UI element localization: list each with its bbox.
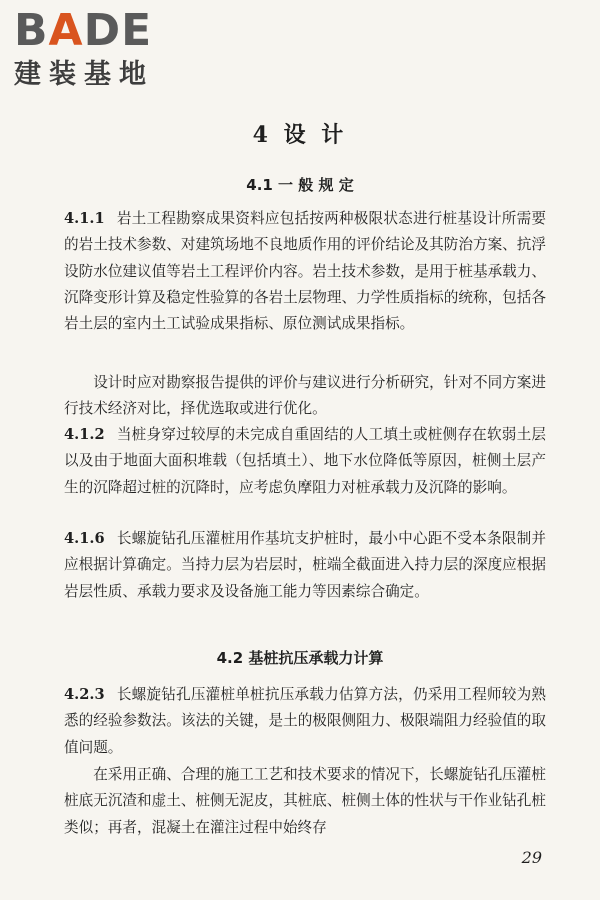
chapter-title: 4 设 计 <box>252 122 348 148</box>
clause-4-1-1 <box>64 206 546 337</box>
clause-number: 4.1.1 <box>64 210 105 227</box>
clause-text: 长螺旋钻孔压灌桩单桩抗压承载力估算方法，仍采用工程师较为熟悉的经验参数法。该法的关键，是土的极限侧阻力、极限端阻力经验值的取值问题。 <box>64 686 546 756</box>
clause-text: 当桩身穿过较厚的未完成自重固结的人工填土或桩侧存在软弱土层以及由于地面大面积堆载（包括填土）、地下水位降低等原因，桩侧土层产生的沉降超过桩的沉降时，应考虑负摩阻力对桩承载力及沉降的影响。 <box>64 426 546 496</box>
clause-text: 岩土工程勘察成果资料应包括按两种极限状态进行桩基设计所需要的岩土技术参数、对建筑场地不良地质作用的评价结论及其防治方案、抗浮设防水位建议值等岩土工程评价内容。岩土技术参数，是用于桩基承载力、沉降变形计算及稳定性验算的各岩土层物理、力学性质指标的统称，包括各岩土层的室内土工试验成果指标、原位测试成果指标。 <box>64 210 546 333</box>
clause-number: 4.1.2 <box>64 426 105 443</box>
logo-subtitle: 建装基地 <box>14 59 154 90</box>
clause-4-2-3-continuation: 在采用正确、合理的施工工艺和技术要求的情况下，长螺旋钻孔压灌桩桩底无沉渣和虚土、桩侧无泥皮，其桩底、桩侧土体的性状与干作业钻孔桩类似；再者，混凝土在灌注过程中始终存 <box>64 766 546 836</box>
clause-4-1-1-continuation: 设计时应对勘察报告提供的评价与建议进行分析研究，针对不同方案进行技术经济对比，择优选取或进行优化。 <box>64 374 546 418</box>
clause-4-1-2 <box>64 422 546 501</box>
clause-4-2-3 <box>64 682 546 761</box>
clause-text: 长螺旋钻孔压灌桩用作基坑支护桩时，最小中心距不受本条限制并应根据计算确定。当持力层为岩层时，桩端全截面进入持力层的深度应根据岩层性质、承载力要求及设备施工能力等因素综合确定。 <box>64 530 546 600</box>
logo-wordmark: BADE <box>14 5 153 56</box>
clause-4-1-6 <box>64 526 546 605</box>
logo <box>14 6 174 92</box>
section-title-4-2: 4.2 基桩抗压承载力计算 <box>216 649 384 667</box>
section-title-4-1: 4.1 一 般 规 定 <box>246 176 354 194</box>
clause-number: 4.1.6 <box>64 530 105 547</box>
clause-number: 4.2.3 <box>64 686 105 703</box>
page-number: 29 <box>521 848 542 867</box>
